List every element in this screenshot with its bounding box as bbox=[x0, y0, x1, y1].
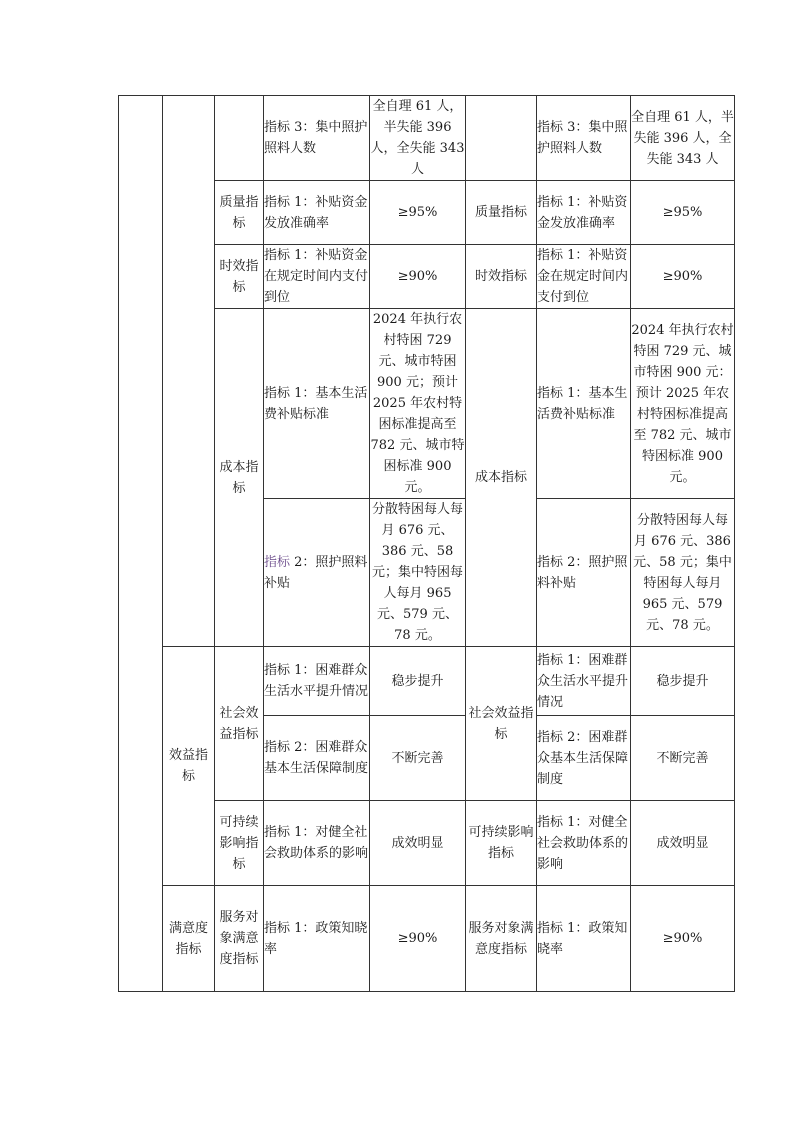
value-cell: 稳步提升 bbox=[370, 647, 466, 716]
category-cell: 社会效益指标 bbox=[215, 647, 264, 801]
indicator-cell: 指标 1：困难群众生活水平提升情况 bbox=[537, 647, 631, 716]
value-cell: 全自理 61 人，半失能 396 人，全失能 343 人 bbox=[370, 96, 466, 181]
indicator-cell: 指标 1：困难群众生活水平提升情况 bbox=[264, 647, 370, 716]
category-cell: 服务对象满意度指标 bbox=[215, 886, 264, 992]
value-cell: 2024 年执行农村特困 729 元、城市特困 900 元；预计 2025 年农村特困标准提高至 782 元、城市特困标准 900 元。 bbox=[370, 309, 466, 499]
category-cell: 时效指标 bbox=[466, 245, 537, 309]
blank-cell bbox=[466, 96, 537, 181]
indicator-cell: 指标 1：补贴资金在规定时间内支付到位 bbox=[537, 245, 631, 309]
value-cell: 全自理 61 人，半失能 396 人，全失能 343 人 bbox=[631, 96, 735, 181]
indicator-cell: 指标 3：集中照护照料人数 bbox=[537, 96, 631, 181]
performance-indicator-table bbox=[118, 95, 735, 992]
indicator-cell: 指标 1：基本生活费补贴标准 bbox=[264, 309, 370, 499]
category-cell: 质量指标 bbox=[466, 181, 537, 245]
category-cell: 服务对象满意度指标 bbox=[466, 886, 537, 992]
indicator-cell: 指标 1：基本生活费补贴标准 bbox=[537, 309, 631, 499]
table-row bbox=[119, 886, 735, 992]
value-cell: 2024 年执行农村特困 729 元、城市特困 900 元：预计 2025 年农村特困标准提高至 782 元、城市特困标准 900 元。 bbox=[631, 309, 735, 499]
indicator-rest: 2：照护照料补贴 bbox=[264, 554, 368, 591]
category-cell: 时效指标 bbox=[215, 245, 264, 309]
indicator-cell: 指标 2：照护照料补贴 bbox=[537, 499, 631, 647]
indicator-cell: 指标 1：政策知晓率 bbox=[537, 886, 631, 992]
indicator-cell: 指标 1：对健全社会救助体系的影响 bbox=[264, 801, 370, 886]
category-cell: 可持续影响指标 bbox=[466, 801, 537, 886]
indicator-cell: 指标 3：集中照护照料人数 bbox=[264, 96, 370, 181]
category-cell: 质量指标 bbox=[215, 181, 264, 245]
indicator-cell bbox=[264, 499, 370, 647]
blank-cell bbox=[215, 96, 264, 181]
indicator-cell: 指标 2：困难群众基本生活保障制度 bbox=[537, 716, 631, 801]
indicator-prefix: 指标 bbox=[264, 554, 291, 570]
value-cell: ≥95% bbox=[370, 181, 466, 245]
category-cell: 成本指标 bbox=[466, 309, 537, 647]
indicator-cell: 指标 1：补贴资金发放准确率 bbox=[537, 181, 631, 245]
value-cell: 成效明显 bbox=[370, 801, 466, 886]
indicator-cell: 指标 1：补贴资金在规定时间内支付到位 bbox=[264, 245, 370, 309]
indicator-cell: 指标 1：对健全社会救助体系的影响 bbox=[537, 801, 631, 886]
indicator-cell: 指标 1：政策知晓率 bbox=[264, 886, 370, 992]
value-cell: ≥95% bbox=[631, 181, 735, 245]
value-cell: 分散特困每人每月 676 元、386 元、58 元；集中特困每人每月 965 元、579 元、78 元。 bbox=[631, 499, 735, 647]
value-cell: ≥90% bbox=[631, 886, 735, 992]
value-cell: 分散特困每人每月 676 元、386 元、58 元；集中特困每人每月 965 元、579 元、78 元。 bbox=[370, 499, 466, 647]
value-cell: 不断完善 bbox=[631, 716, 735, 801]
value-cell: ≥90% bbox=[631, 245, 735, 309]
indicator-cell: 指标 2：困难群众基本生活保障制度 bbox=[264, 716, 370, 801]
category-cell: 可持续影响指标 bbox=[215, 801, 264, 886]
blank-cell bbox=[119, 96, 163, 992]
table-row bbox=[119, 647, 735, 716]
value-cell: ≥90% bbox=[370, 886, 466, 992]
category-cell: 成本指标 bbox=[215, 309, 264, 647]
group-cell: 满意度指标 bbox=[163, 886, 215, 992]
blank-cell bbox=[163, 96, 215, 647]
value-cell: 稳步提升 bbox=[631, 647, 735, 716]
group-cell: 效益指标 bbox=[163, 647, 215, 886]
indicator-cell: 指标 1：补贴资金发放准确率 bbox=[264, 181, 370, 245]
category-cell: 社会效益指标 bbox=[466, 647, 537, 801]
value-cell: 成效明显 bbox=[631, 801, 735, 886]
value-cell: ≥90% bbox=[370, 245, 466, 309]
value-cell: 不断完善 bbox=[370, 716, 466, 801]
table-row bbox=[119, 96, 735, 181]
